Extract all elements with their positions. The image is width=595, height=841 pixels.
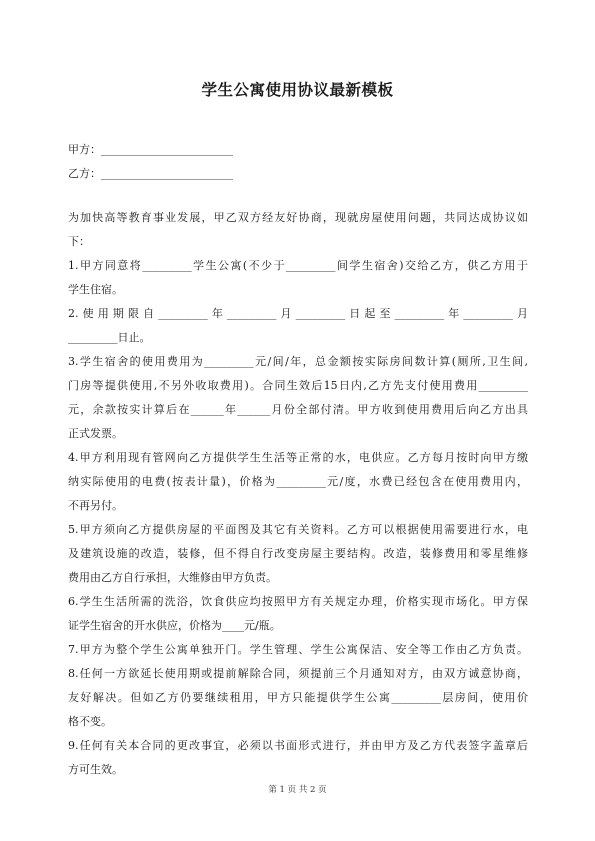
body-line: 正式发票。 (68, 427, 123, 440)
body-line: 3.学生宿舍的使用费用为_________元/间/年，总金额按实际房间数计算(厕所,卫生间, (68, 355, 528, 368)
body-line: 下： (68, 235, 90, 248)
body-line: 证学生宿舍的开水供应，价格为____元/瓶。 (68, 619, 281, 632)
body-line: 友好解决。但如乙方仍要继续租用，甲方只能提供学生公寓_________层房间，使用价 (68, 691, 528, 704)
body-line: 7.甲方为整个学生公寓单独开门。学生管理、学生公寓保洁、安全等工作由乙方负责。 (68, 643, 528, 656)
body-line: 5.甲方须向乙方提供房屋的平面图及其它有关资料。乙方可以根据使用需要进行水，电 (68, 523, 528, 536)
body-line: 元，余款按实计算后在______年______月份全部付清。甲方收到使用费用后向乙方出具 (68, 403, 528, 416)
body-line: 9.任何有关本合同的更改事宜，必须以书面形式进行，并由甲方及乙方代表签字盖章后 (68, 739, 528, 752)
body-line: 2.使用期限自_________年_________月_________日起至_________年_________月 (68, 307, 528, 320)
body-line: 门房等提供使用,不另外收取费用)。合同生效后15日内,乙方先支付使用费用_________ (68, 379, 528, 392)
body-line: 格不变。 (68, 715, 112, 728)
body-line: 方可生效。 (68, 763, 123, 776)
body-line: 1.甲方同意将_________学生公寓(不少于_________间学生宿舍)交给乙方，供乙方用于 (68, 259, 528, 272)
document-title: 学生公寓使用协议最新模板 (201, 80, 394, 99)
body-line: 4.甲方利用现有管网向乙方提供学生生活等正常的水，电供应。乙方每月按时向甲方缴 (68, 451, 528, 464)
body-line: 8.任何一方欲延长使用期或提前解除合同，须提前三个月通知对方，由双方诚意协商， (68, 667, 528, 680)
party-b-line: 乙方：________________________ (68, 167, 233, 180)
body-line: 学生住宿。 (68, 283, 123, 296)
party-a-line: 甲方：________________________ (68, 143, 233, 156)
body-line: 纳实际使用的电费(按表计量)，价格为_________元/度，水费已经包含在使用费用内， (68, 475, 528, 488)
body-line: 不再另付。 (68, 499, 123, 512)
body-line: 及建筑设施的改造，装修，但不得自行改变房屋主要结构。改造，装修费用和零星维修 (68, 547, 528, 560)
body-line: 费用由乙方自行承担，大维修由甲方负责。 (68, 571, 277, 584)
page-number: 第 1 页 共 2 页 (268, 785, 327, 795)
body-line: 6.学生生活所需的洗浴，饮食供应均按照甲方有关规定办理，价格实现市场化。甲方保 (68, 595, 528, 608)
body-line: _________日止。 (68, 331, 151, 344)
body-line: 为加快高等教育事业发展，甲乙双方经友好协商，现就房屋使用问题，共同达成协议如 (68, 211, 528, 224)
